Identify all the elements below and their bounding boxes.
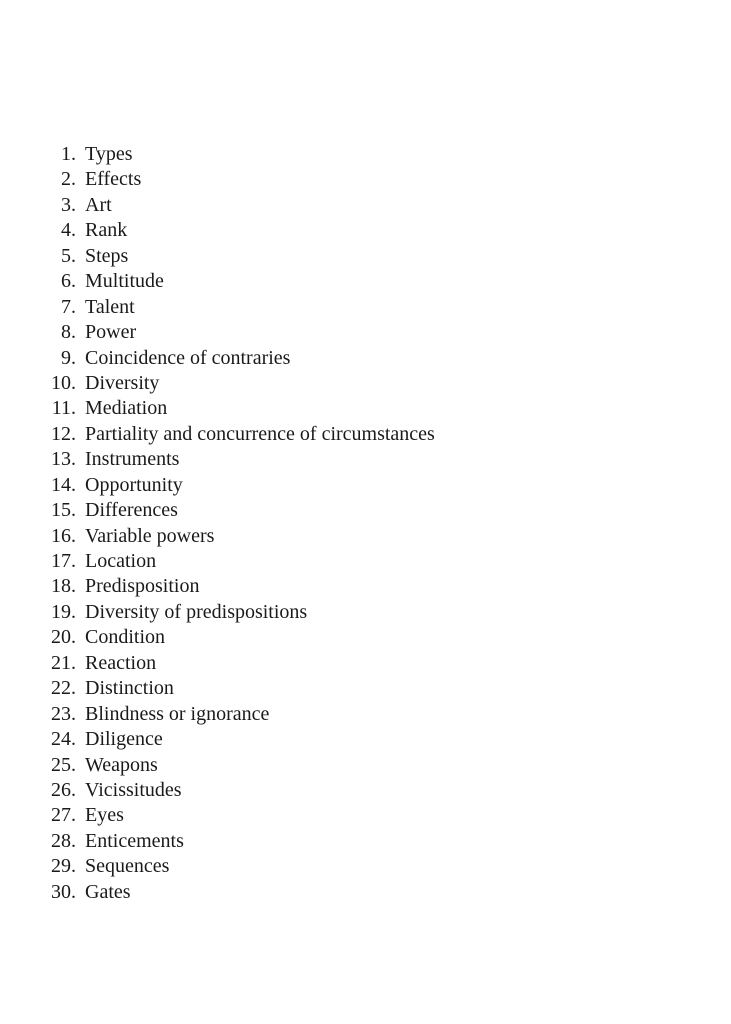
list-item-number: 7. (61, 295, 76, 318)
list-item (0, 803, 435, 828)
list-item (0, 396, 435, 421)
list-item (0, 651, 435, 676)
list-item (0, 753, 435, 778)
list-item-label: Effects (85, 168, 142, 191)
list-item (0, 244, 435, 269)
list-item-label: Eyes (85, 804, 124, 827)
list-item-number: 14. (51, 473, 76, 496)
list-item (0, 727, 435, 752)
list-item (0, 498, 435, 523)
list-item (0, 778, 435, 803)
list-item-label: Reaction (85, 651, 157, 674)
list-item-number: 1. (61, 143, 76, 165)
list-item-label: Distinction (85, 677, 174, 700)
list-item-label: Location (85, 550, 157, 572)
list-item (0, 269, 435, 294)
list-item-label: Types (85, 143, 133, 165)
list-item-label: Opportunity (85, 473, 183, 496)
list-item (0, 854, 435, 879)
list-item (0, 549, 435, 574)
list-item-label: Talent (85, 295, 135, 318)
list-item (0, 371, 435, 396)
list-item (0, 524, 435, 549)
list-item (0, 574, 435, 599)
list-item-number: 19. (51, 600, 76, 623)
list-item-label: Gates (85, 880, 131, 903)
list-item-label: Condition (85, 626, 166, 649)
list-item-number: 26. (51, 778, 76, 801)
list-item-label: Weapons (85, 753, 158, 776)
list-item-label: Variable powers (85, 524, 215, 547)
list-item-number: 27. (51, 804, 76, 827)
list-item (0, 193, 435, 218)
list-item-label: Diversity of predispositions (85, 600, 308, 623)
list-item (0, 320, 435, 345)
list-item-label: Sequences (85, 855, 170, 878)
list-item-number: 5. (61, 244, 76, 267)
list-item-number: 12. (51, 422, 76, 445)
list-item-number: 6. (61, 270, 76, 293)
list-item-number: 21. (51, 651, 76, 674)
list-item (0, 218, 435, 243)
list-item-label: Differences (85, 499, 178, 522)
list-item-number: 4. (61, 219, 76, 242)
list-item-number: 16. (51, 524, 76, 547)
list-item-number: 23. (51, 702, 76, 725)
list-item-number: 3. (61, 193, 76, 216)
list-item (0, 346, 435, 371)
list-item-label: Blindness or ignorance (85, 702, 270, 725)
list-item-number: 2. (61, 168, 76, 191)
list-item-label: Multitude (85, 270, 164, 293)
list-item-number: 29. (51, 855, 76, 878)
list-item-number: 22. (51, 677, 76, 700)
list-item (0, 600, 435, 625)
list-item-label: Coincidence of contraries (85, 346, 291, 369)
list-item-number: 15. (51, 499, 76, 522)
list-item-number: 28. (51, 829, 76, 852)
list-item (0, 676, 435, 701)
list-item-label: Rank (85, 219, 128, 242)
list-item-number: 18. (51, 575, 76, 598)
list-item (0, 702, 435, 727)
list-item-label: Diligence (85, 728, 163, 751)
list-item-number: 25. (51, 753, 76, 776)
list-item-number: 8. (61, 321, 76, 344)
list-item-number: 10. (51, 371, 76, 394)
list-item-label: Partiality and concurrence of circumstances (85, 422, 435, 445)
list-item (0, 167, 435, 192)
list-item (0, 447, 435, 472)
list-item-number: 24. (51, 728, 76, 751)
list-item (0, 422, 435, 447)
list-item (0, 880, 435, 905)
list-item-number: 17. (51, 550, 76, 572)
list-item-number: 9. (61, 346, 76, 369)
list-item (0, 295, 435, 320)
list-item-label: Vicissitudes (85, 778, 182, 801)
list-item (0, 829, 435, 854)
list-item-label: Mediation (85, 397, 168, 420)
list-item-label: Power (85, 321, 137, 344)
list-item-label: Predisposition (85, 575, 200, 598)
numbered-list (0, 142, 435, 905)
list-item-number: 30. (51, 880, 76, 903)
list-item-label: Enticements (85, 829, 184, 852)
list-item-number: 11. (51, 397, 76, 420)
list-item (0, 473, 435, 498)
list-item (0, 142, 435, 167)
list-item-number: 13. (51, 448, 76, 471)
list-item (0, 625, 435, 650)
list-item-label: Art (85, 193, 112, 216)
list-item-label: Instruments (85, 448, 180, 471)
list-item-number: 20. (51, 626, 76, 649)
list-item-label: Diversity (85, 371, 160, 394)
list-item-label: Steps (85, 244, 129, 267)
